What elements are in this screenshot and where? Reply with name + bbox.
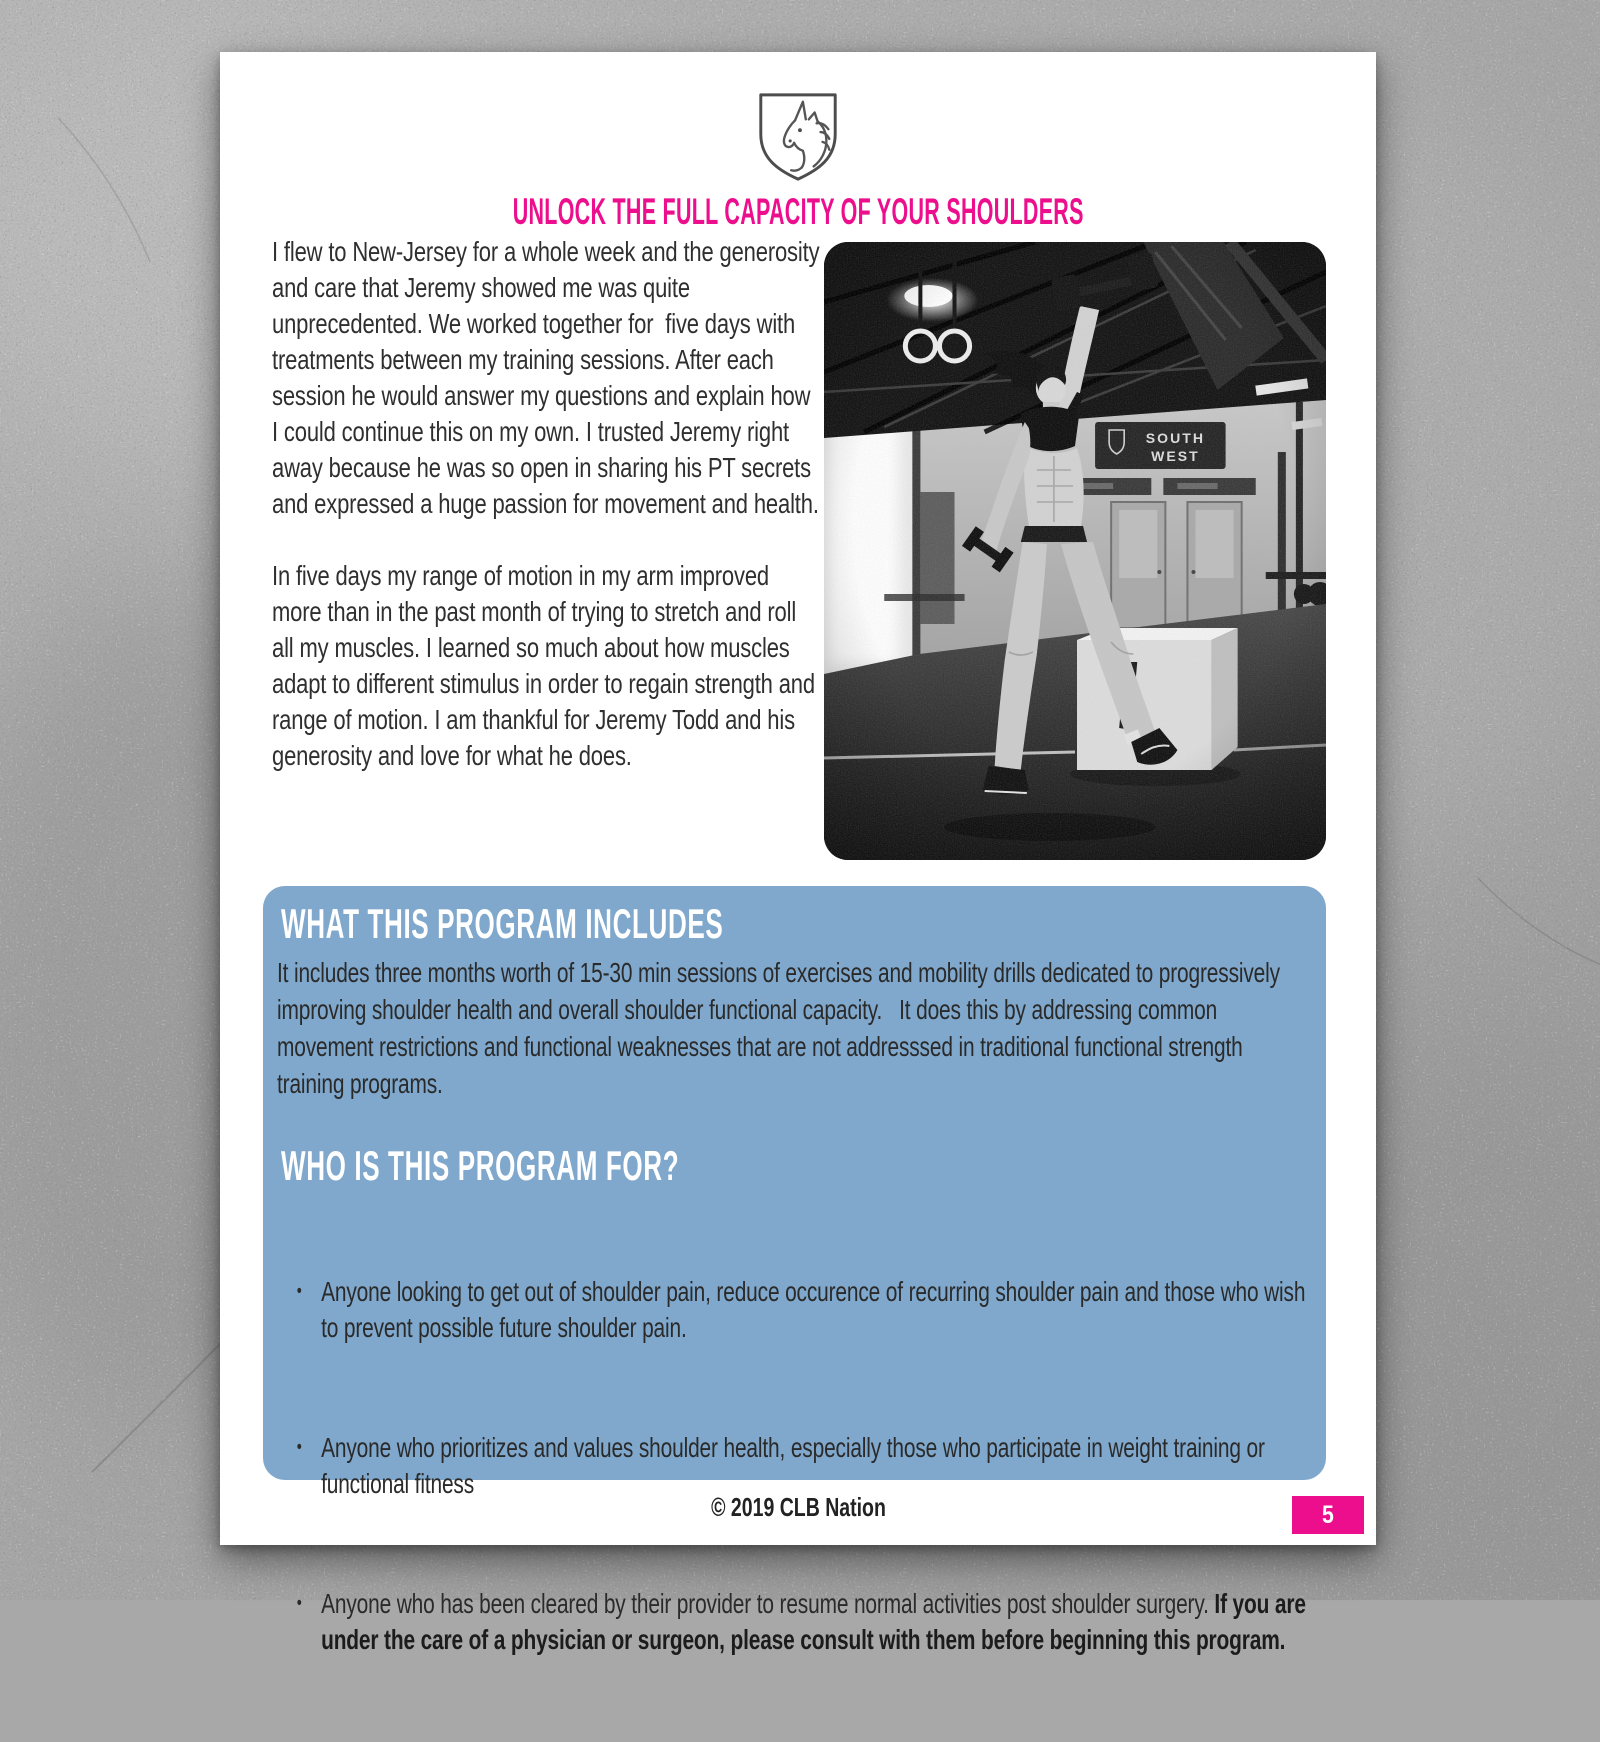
page-number: 5 [1322,1500,1334,1529]
footer [220,1492,1376,1523]
audience-list [277,1202,1312,1742]
headline-row [220,191,1376,233]
photo-grain [824,242,1326,860]
audience-heading-row [277,1142,1306,1190]
bullet-bold-text: If you are under the care of a physician or surgeon, please consult with them before beginning this program. [321,1588,1312,1655]
includes-body: It includes three months worth of 15-30 min sessions of exercises and mobility drills dedicated to progressively improving shoulder health and overall shoulder functional capacity. It does this by addressing common movement restrictions and functional weaknesses that are not addresssed in traditional functional strength training programs. [277,957,1286,1099]
testimonial-column [272,234,826,774]
bullet-text: Anyone who prioritizes and values shoulder health, especially those who participate in weight training or functional fitness [321,1432,1271,1499]
unicorn-shield-logo-icon [752,90,844,184]
bullet-text: Anyone who has been cleared by their provider to resume normal activities post shoulder surgery. [321,1588,1215,1619]
bullet-text: Anyone looking to get out of shoulder pain, reduce occurence of recurring shoulder pain and those who wish to prevent possible future shoulder pain. [321,1276,1311,1343]
page-title: UNLOCK THE FULL CAPACITY OF YOUR SHOULDERS [512,191,1084,232]
page-number-badge [1292,1496,1364,1534]
testimonial-paragraph-2: In five days my range of motion in my arm improved more than in the past month of trying to stretch and roll all my muscles. I learned so much about how muscles adapt to different stimulus in order to regain strength and range of motion. I am thankful for Jeremy Todd and his generosity and love for what he does. [272,560,821,771]
gym-photo [824,242,1326,860]
list-item-1 [277,1274,1311,1346]
includes-heading: WHAT THIS PROGRAM INCLUDES [281,900,724,947]
testimonial-paragraph-1: I flew to New-Jersey for a whole week and the generosity and care that Jeremy showed me was quite unprecedented. We worked together for five days with treatments between my training sessions. After each session he would answer my questions and explain how I could continue this on my own. I trusted Jeremy right away because he was so open in sharing his PT secrets and expressed a huge passion for movement and health. [272,236,826,519]
unicorn-head [784,102,829,171]
audience-heading: WHO IS THIS PROGRAM FOR? [281,1142,680,1189]
document-page [220,52,1376,1655]
list-item-3 [277,1586,1312,1658]
copyright-text: © 2019 CLB Nation [710,1492,886,1522]
includes-heading-row [277,900,1306,948]
